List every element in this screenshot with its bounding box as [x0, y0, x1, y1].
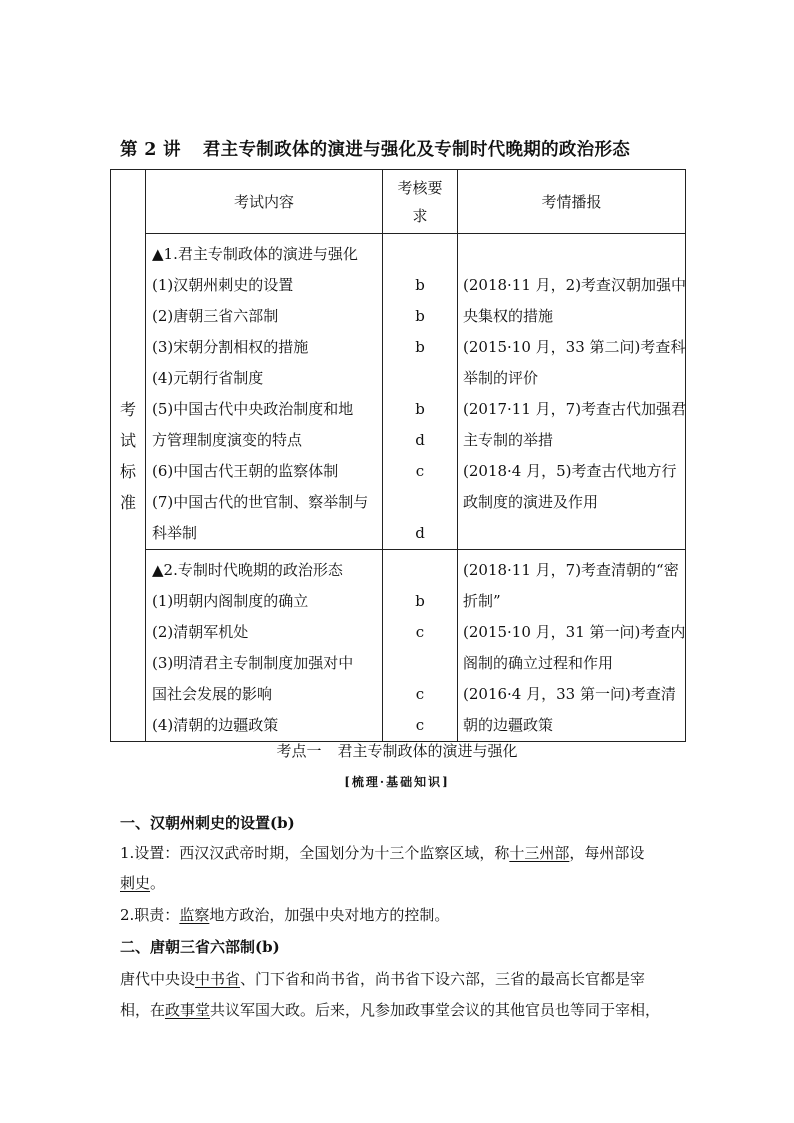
section1-content: ▲1.君主专制政体的演进与强化 (1)汉朝州刺史的设置 (2)唐朝三省六部制 (3)宋朝分割相权的措施 (4)元朝行省制度 (5)中国古代中央政治制度和地 方管理制度演变的特点 (6)中国古代王朝的监察体制 (7)中国古代的世官制、察举制与 科举制 — [146, 234, 383, 550]
knowledge-tag: [梳理·基础知识] — [344, 775, 450, 789]
subheading-point: 考点一 — [276, 742, 322, 760]
lecture-number: 第 2 讲 — [120, 140, 181, 160]
page-title — [120, 136, 630, 161]
paragraph-1-line-1: 1.设置：西汉汉武帝时期，全国划分为十三个监察区域，称十三州部，每州部设 — [120, 844, 645, 862]
paragraph-2: 2.职责：监察地方政治，加强中央对地方的控制。 — [120, 906, 450, 924]
section-subheading — [0, 740, 794, 761]
paragraph-3-line-1: 唐代中央设中书省、门下省和尚书省，尚书省下设六部，三省的最高长官都是宰 — [120, 970, 646, 988]
section2-analysis: (2018·11 月，7)考查清朝的“密 折制” (2015·10 月，31 第一问)考查内 阁制的确立过程和作用 (2016·4 月，33 第一问)考查清 朝的边疆政策 — [458, 550, 686, 742]
header-requirement: 考核要 求 — [383, 170, 458, 234]
lecture-title: 君主专制政体的演进与强化及专制时代晚期的政治形态 — [202, 140, 631, 160]
table-row-section1 — [111, 234, 686, 550]
paragraph-3-line-2: 相，在政事堂共议军国大政。后来，凡参加政事堂会议的其他官员也等同于宰相， — [120, 1001, 661, 1019]
section1-requirements: b b b b d c d — [383, 234, 458, 550]
heading-1: 一、汉朝州刺史的设置(b) — [120, 814, 295, 832]
heading-2: 二、唐朝三省六部制(b) — [120, 938, 280, 956]
paragraph-1-line-2: 刺史。 — [120, 874, 166, 892]
section2-content: ▲2.专制时代晚期的政治形态 (1)明朝内阁制度的确立 (2)清朝军机处 (3)明清君主专制制度加强对中 国社会发展的影响 (4)清朝的边疆政策 — [146, 550, 383, 742]
header-content: 考试内容 — [146, 170, 383, 234]
exam-standard-table — [110, 169, 686, 742]
table-header-row — [111, 170, 686, 234]
section2-requirements: b c c c — [383, 550, 458, 742]
exam-standard-side-label: 考 试 标 准 — [111, 170, 146, 742]
subheading-text: 君主专制政体的演进与强化 — [337, 742, 518, 760]
section1-analysis: (2018·11 月，2)考查汉朝加强中 央集权的措施 (2015·10 月，33 第二问)考查科 举制的评价 (2017·11 月，7)考查古代加强君 主专制的举措 (2018·4 月，5)考查古代地方行 政制度的演进及作用 — [458, 234, 686, 550]
header-analysis: 考情播报 — [458, 170, 686, 234]
table-row-section2 — [111, 550, 686, 742]
